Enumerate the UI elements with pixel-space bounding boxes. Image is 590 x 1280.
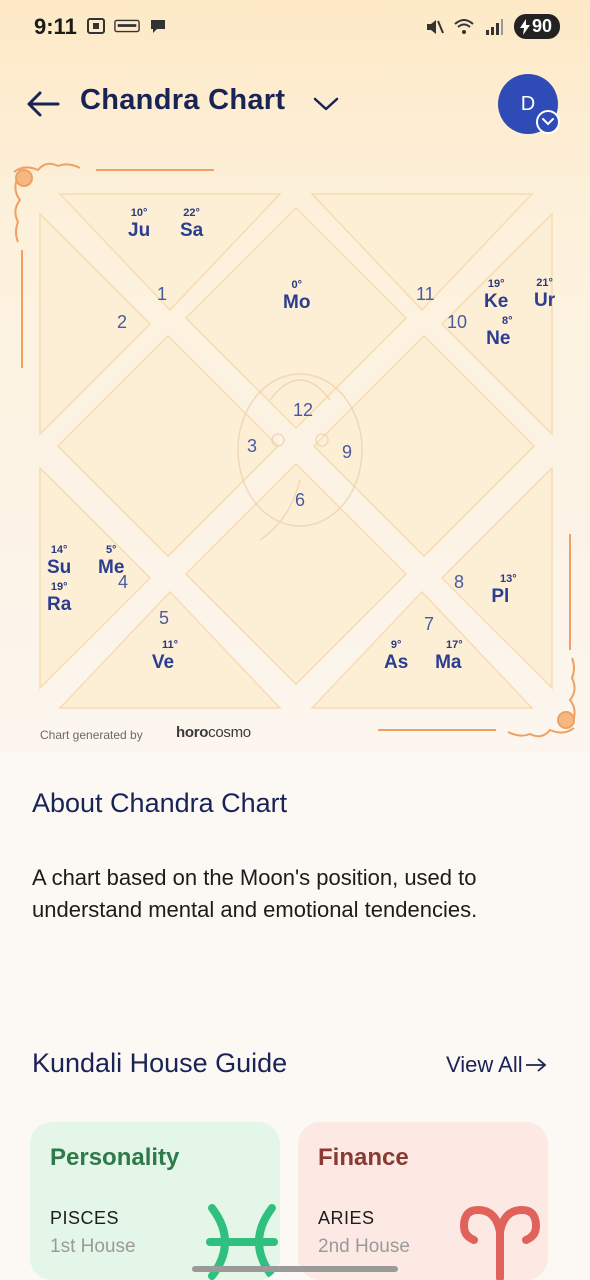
back-arrow-icon[interactable] xyxy=(26,86,62,122)
planet-jupiter: 10° Ju xyxy=(128,207,151,241)
planet-uranus: 21° Ur xyxy=(534,277,556,311)
kundali-chart-grid xyxy=(0,150,590,750)
house-number-2: 2 xyxy=(117,312,128,332)
mute-icon xyxy=(424,17,444,37)
arrow-right-icon xyxy=(525,1057,547,1073)
planet-venus: 11° Ve xyxy=(151,639,179,673)
planet-mercury: 5° Me xyxy=(98,544,125,578)
card-house: 2nd House xyxy=(318,1236,410,1257)
house-number-10: 10 xyxy=(447,312,468,332)
avatar-dropdown-badge[interactable] xyxy=(536,110,560,134)
planet-saturn: 22° Sa xyxy=(180,207,204,241)
planet-mars: 17° Ma xyxy=(435,639,463,673)
card-house: 1st House xyxy=(50,1236,136,1257)
chevron-down-icon[interactable] xyxy=(312,94,340,114)
house-number-7: 7 xyxy=(424,614,435,634)
aries-icon xyxy=(458,1202,542,1280)
status-bar xyxy=(0,0,590,56)
planet-moon: 0° Mo xyxy=(283,279,311,313)
view-all-link[interactable]: View All xyxy=(446,1052,547,1078)
house-guide-card-personality[interactable] xyxy=(30,1122,280,1280)
charging-icon xyxy=(520,19,530,35)
home-indicator[interactable] xyxy=(192,1266,398,1272)
card-sign: ARIES xyxy=(318,1208,375,1228)
card-sign: PISCES xyxy=(50,1208,120,1228)
page-title[interactable]: Chandra Chart xyxy=(80,84,286,116)
planet-sun: 14° Su xyxy=(47,544,72,578)
planet-pluto: 13° Pl xyxy=(491,573,517,607)
avatar-initial: D xyxy=(520,92,536,115)
house-number-11: 11 xyxy=(416,284,435,304)
house-number-12: 12 xyxy=(293,400,314,420)
battery-indicator: 90 xyxy=(514,14,560,39)
chart-generated-by: Chart generated by xyxy=(40,728,143,742)
paytm-icon xyxy=(114,16,140,36)
chevron-down-icon xyxy=(541,117,555,127)
house-number-1: 1 xyxy=(157,284,168,304)
app-header xyxy=(0,70,590,140)
about-description: A chart based on the Moon's position, used to understand mental and emotional tendencies. xyxy=(32,865,478,922)
planet-rahu: 19° Ra xyxy=(47,581,72,615)
chandra-chart xyxy=(0,150,590,750)
planet-ketu: 19° Ke xyxy=(484,278,509,312)
chat-icon xyxy=(148,16,168,36)
signal-icon xyxy=(484,17,504,37)
card-category: Finance xyxy=(318,1144,409,1171)
house-number-5: 5 xyxy=(159,608,170,628)
house-number-8: 8 xyxy=(454,572,465,592)
house-number-6: 6 xyxy=(295,490,306,510)
house-number-4: 4 xyxy=(118,572,129,592)
wifi-icon xyxy=(454,17,474,37)
status-time: 9:11 xyxy=(34,14,77,39)
house-number-3: 3 xyxy=(247,436,258,456)
horocosmo-logo: horocosmo xyxy=(176,724,251,741)
house-number-9: 9 xyxy=(342,442,353,462)
about-title: About Chandra Chart xyxy=(32,788,288,818)
planet-ascendant: 9° As xyxy=(384,639,409,673)
guide-title: Kundali House Guide xyxy=(32,1048,288,1078)
planet-neptune: 8° Ne xyxy=(486,315,513,349)
house-guide-card-finance[interactable] xyxy=(298,1122,548,1280)
card-category: Personality xyxy=(50,1144,180,1171)
screenshot-icon xyxy=(86,16,106,36)
